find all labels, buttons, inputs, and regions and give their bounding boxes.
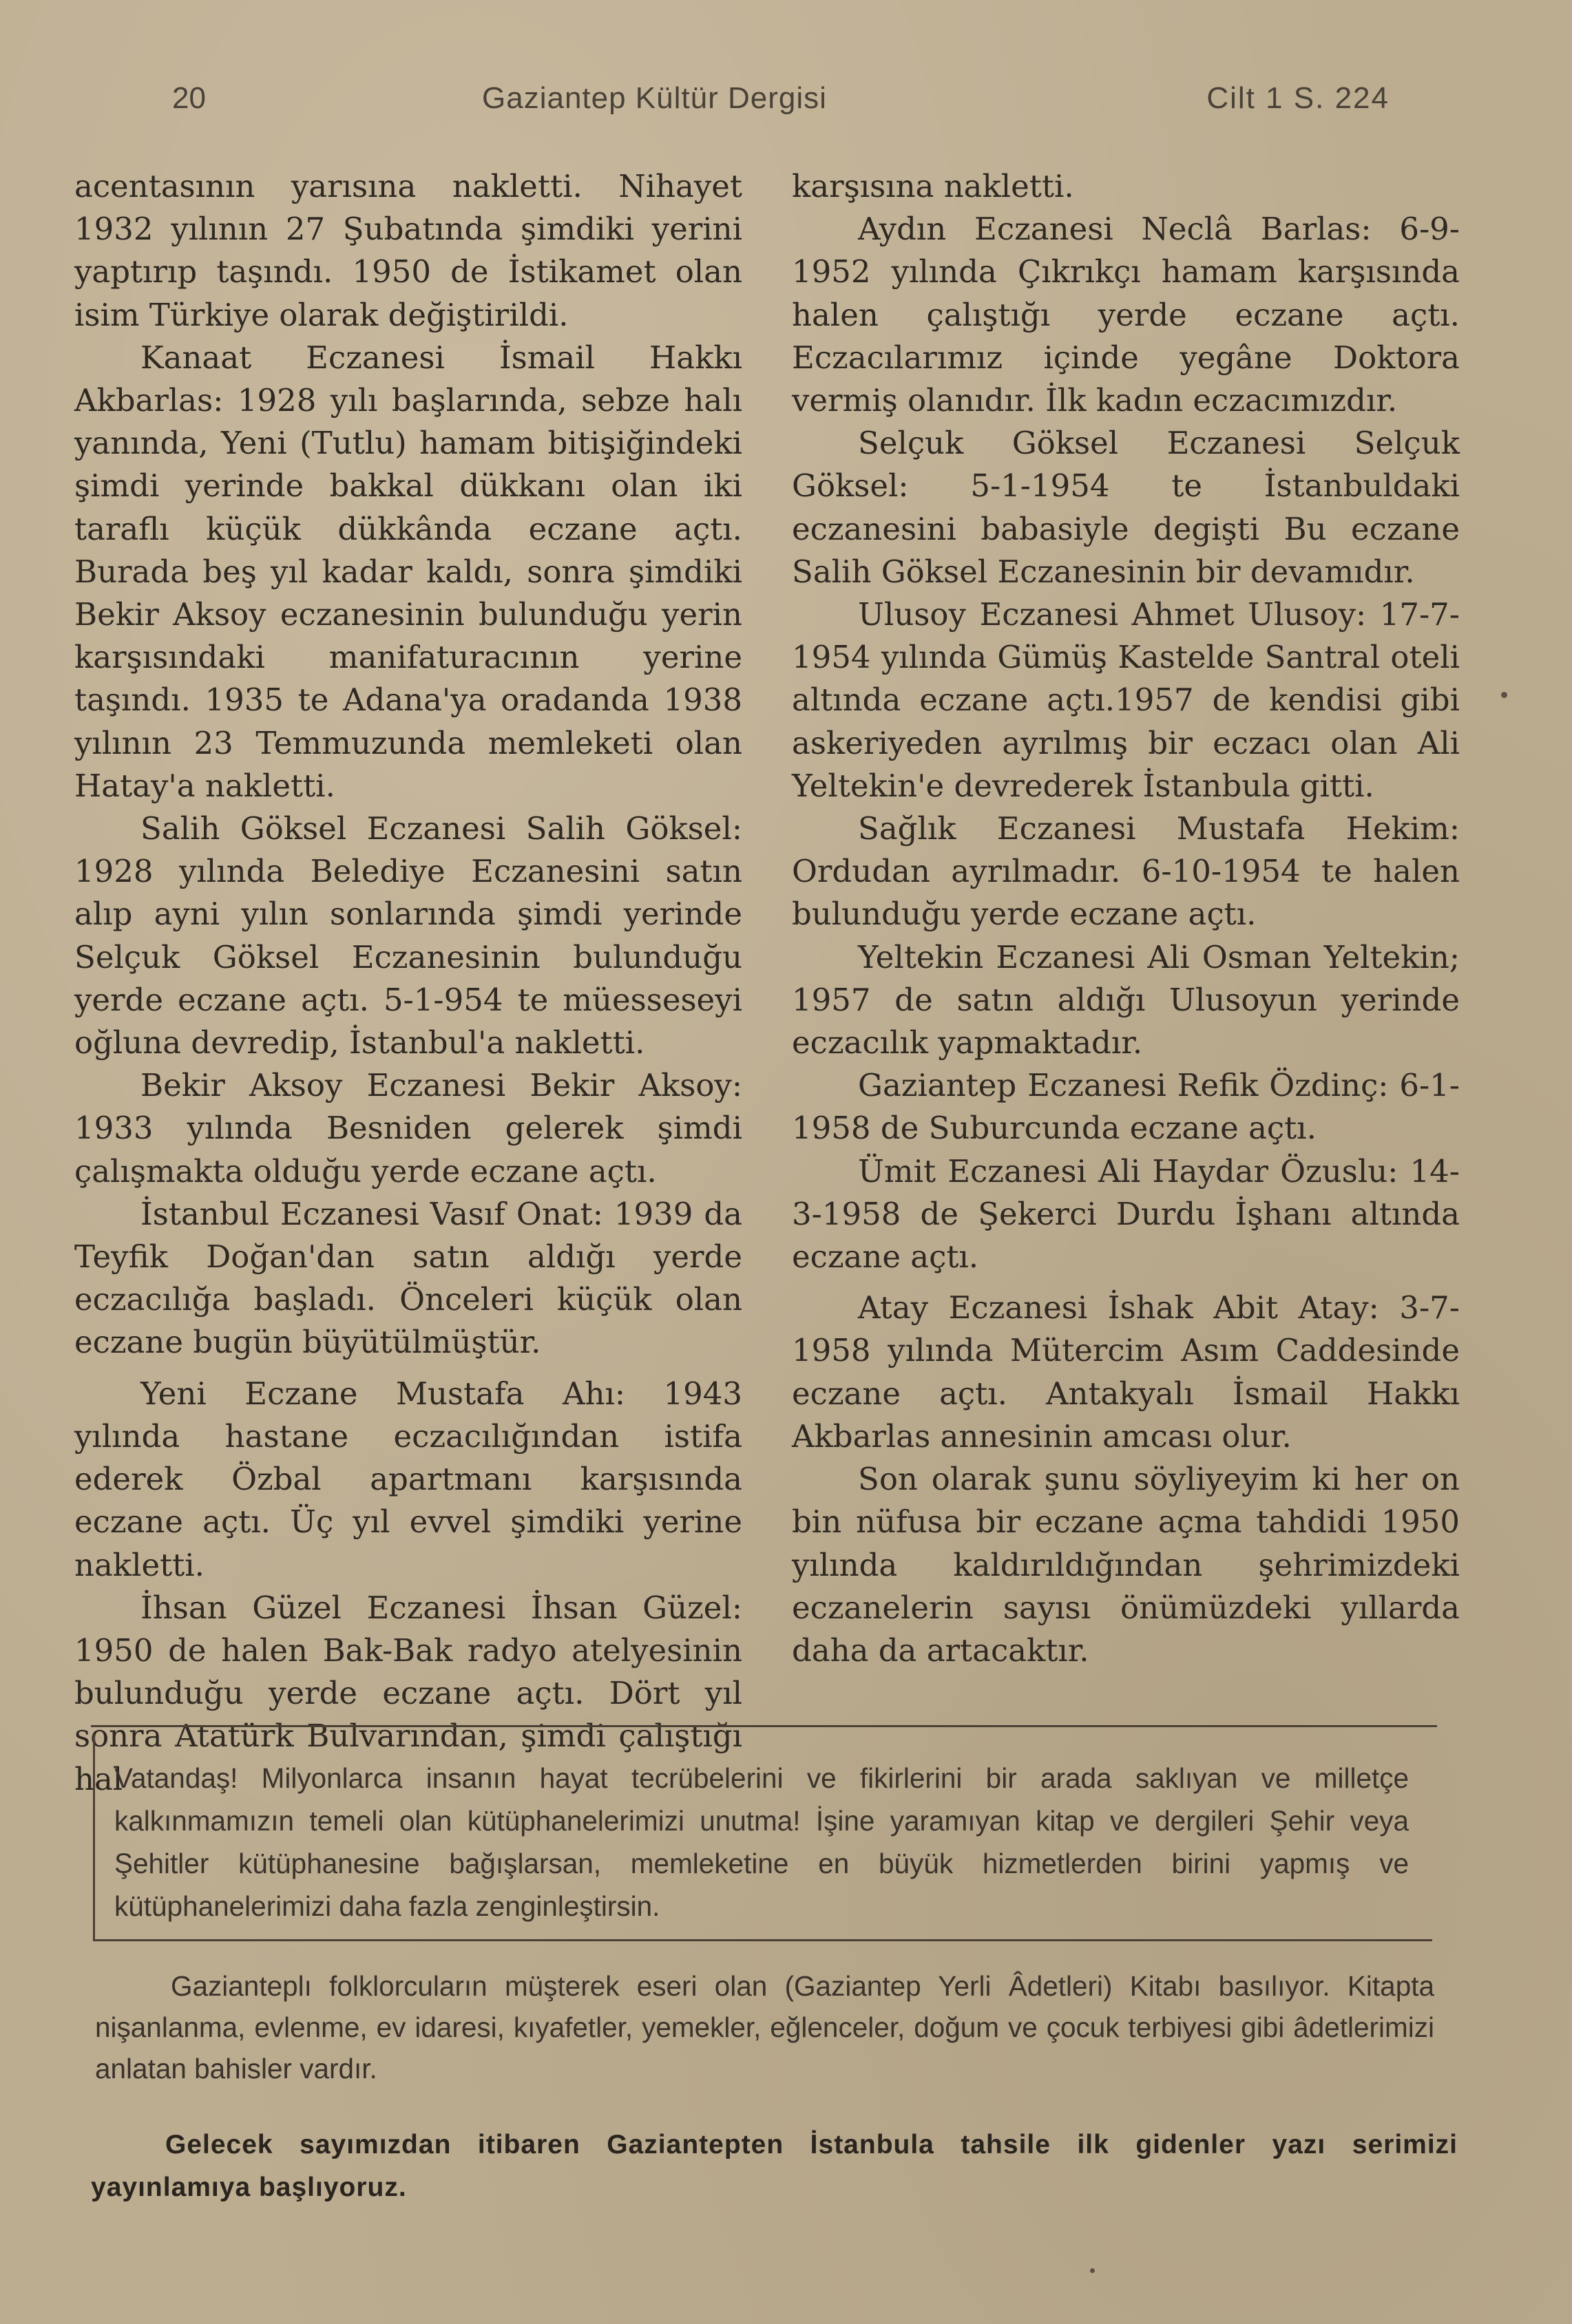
page-header [164, 81, 1390, 129]
paragraph: Sağlık Eczanesi Mustafa Hekim: Ordudan ayrılmadır. 6-10-1954 te halen bulunduğu yerde eczane açtı. [792, 810, 1460, 933]
paragraph: Ümit Eczanesi Ali Haydar Özuslu: 14-3-1958 de Şekerci Durdu İşhanı altında eczane açtı. [792, 1152, 1460, 1276]
paragraph: Selçuk Göksel Eczanesi Selçuk Göksel: 5-1-1954 te İstanbuldaki eczanesini babasiyle degişti Bu eczane Salih Göksel Eczanesinin bir devamıdır. [792, 425, 1460, 590]
paragraph: Kanaat Eczanesi İsmail Hakkı Akbarlas: 1928 yılı başlarında, sebze halı yanında, Yeni (Tutlu) hamam bitişiğindeki şimdi yerinde bakkal dükkanı olan iki taraflı küçük dükkânda eczane açtı. Burada beş yıl kadar kaldı, sonra şimdiki Bekir Aksoy eczanesinin bulunduğu yerin karşısındaki manifaturacının yerine taşındı. 1935 te Adana'ya oradanda 1938 yılının 23 Temmuzunda memleketi olan Hatay'a nakletti. [74, 339, 742, 804]
folklore-note: Gazianteplı folklorcuların müşterek eseri olan (Gaziantep Yerli Âdetleri) Kitabı basılıyor. Kitapta nişanlanma, evlenme, ev idaresi, kıyafetler, yemekler, eğlenceler, doğum ve çocuk terbiyesi gibi âdetlerimizi anlatan bahisler vardır. [95, 1970, 1434, 2084]
left-column [74, 165, 742, 1801]
notice-box [93, 1735, 1432, 1941]
paragraph: Yeni Eczane Mustafa Ahı: 1943 yılında hastane eczacılığından istifa ederek Özbal apartmanı karşısında eczane açtı. Üç yıl evvel şimdiki yerine nakletti. [74, 1375, 742, 1583]
paragraph: Bekir Aksoy Eczanesi Bekir Aksoy: 1933 yılında Besniden gelerek şimdi çalışmakta olduğu yerde eczane açtı. [74, 1067, 742, 1190]
paragraph: Atay Eczanesi İshak Abit Atay: 3-7-1958 yılında Mütercim Asım Caddesinde eczane açtı. Antakyalı İsmail Hakkı Akbarlas annesinin amcası olur. [792, 1289, 1460, 1455]
paragraph: Aydın Eczanesi Neclâ Barlas: 6-9-1952 yılında Çıkrıkçı hamam karşısında halen çalıştığı yerde eczane açtı. Eczacılarımız içinde yegâne Doktora vermiş olanıdır. İlk kadın eczacımızdır. [792, 211, 1460, 419]
paragraph: Salih Göksel Eczanesi Salih Göksel: 1928 yılında Belediye Eczanesini satın alıp ayni yılın sonlarında şimdi yerinde Selçuk Göksel Eczanesinin bulunduğu yerde eczane açtı. 5-1-954 te müesseseyi oğluna devredip, İstanbul'a nakletti. [74, 810, 742, 1061]
next-issue-announcement: Gelecek sayımızdan itibaren Gaziantepten İstanbula tahsile ilk gidenler yazı serimizi yayınlamıya başlıyoruz. [91, 2130, 1458, 2202]
paragraph: acentasının yarısına nakletti. Nihayet 1932 yılının 27 Şubatında şimdiki yerini yaptırıp taşındı. 1950 de İstikamet olan isim Türkiye olarak değiştirildi. [74, 168, 742, 333]
paragraph: Ulusoy Eczanesi Ahmet Ulusoy: 17-7-1954 yılında Gümüş Kastelde Santral oteli altında eczane açtı.1957 de kendisi gibi askeriyeden ayrılmış bir eczacı olan Ali Yeltekin'e devrederek İstanbula gitti. [792, 596, 1460, 804]
notice-top-rule [91, 1725, 1437, 1727]
journal-title: Gaziantep Kültür Dergisi [482, 81, 827, 115]
paragraph: Son olarak şunu söyliyeyim ki her on bin nüfusa bir eczane açma tahdidi 1950 yılında kaldırıldığından şehrimizdeki eczanelerin sayısı önümüzdeki yıllarda daha da artacaktır. [792, 1461, 1460, 1669]
paragraph: karşısına nakletti. [792, 168, 1074, 204]
speck [1501, 692, 1507, 698]
speck [1090, 2268, 1095, 2273]
paragraph: Gaziantep Eczanesi Refik Özdinç: 6-1-1958 de Suburcunda eczane açtı. [792, 1067, 1460, 1147]
notice-text: Vatandaş! Milyonlarca insanın hayat tecrübelerini ve fikirlerini bir arada saklıyan ve milletçe kalkınmamızın temeli olan kütüphanelerimizi unutma! İşine yaramıyan kitap ve dergileri Şehir veya Şehitler kütüphanesine bağışlarsan, memleketine en büyük hizmetlerden birini yapmış ve kütüphanelerimizi daha fazla zenginleştirsin. [114, 1762, 1409, 1922]
page-number: 20 [172, 81, 206, 115]
paragraph: İstanbul Eczanesi Vasıf Onat: 1939 da Teyfik Doğan'dan satın aldığı yerde eczacılığa başladı. Önceleri küçük olan eczane bugün büyütülmüştür. [74, 1195, 742, 1361]
right-column [792, 165, 1460, 1672]
paragraph: İhsan Güzel Eczanesi İhsan Güzel: 1950 de halen Bak-Bak radyo atelyesinin bulunduğu yerde eczane açtı. Dört yıl sonra Atatürk Bulvarından, şimdi çalıştığı hal [74, 1589, 742, 1797]
paragraph: Yeltekin Eczanesi Ali Osman Yeltekin; 1957 de satın aldığı Ulusoyun yerinde eczacılık yapmaktadır. [792, 938, 1460, 1061]
volume-info: Cilt 1 S. 224 [1206, 81, 1390, 115]
